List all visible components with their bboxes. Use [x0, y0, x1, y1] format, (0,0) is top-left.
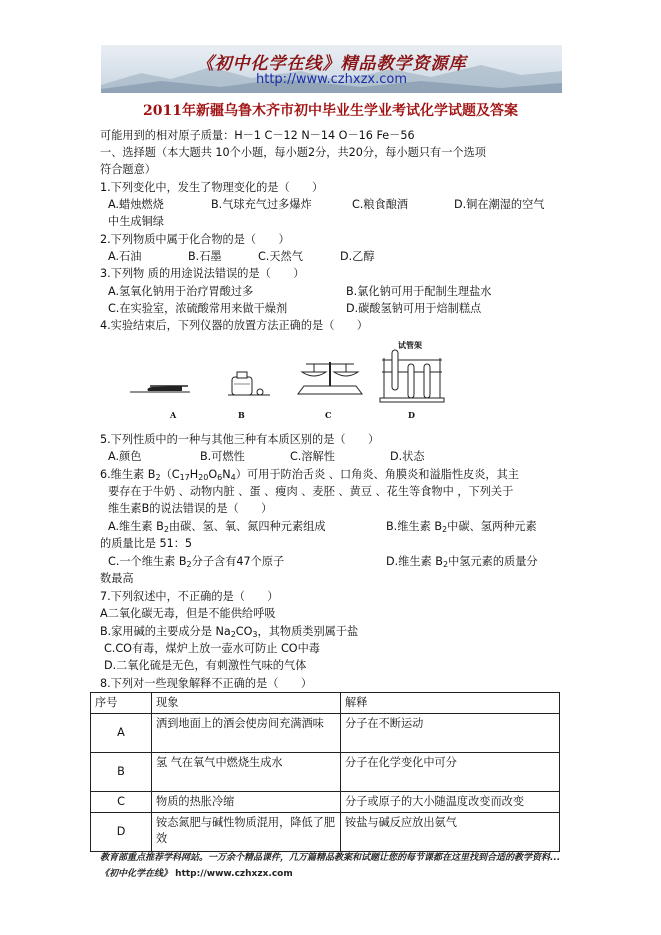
tube-rack-label: 试管架 [398, 340, 422, 350]
q3-stem: 3.下列物 质的用途说法错误的是（ ） [100, 267, 305, 280]
q6-stem-line3: 维生素B的说法错误的是（ ） [108, 502, 273, 515]
q1-option-a: A.蜡烛燃烧 [108, 198, 164, 211]
table-row [91, 714, 560, 753]
q6-option-b: B.维生素 $B_2$中碳、氢两种元素 [386, 520, 537, 534]
q7-option-a: A二氧化碳无毒，但是不能供给呼吸 [100, 607, 276, 620]
footer-note [100, 850, 570, 882]
q2-stem: 2.下列物质中属于化合物的是（ ） [100, 233, 290, 246]
q5-stem: 5.下列性质中的一种与其他三种有本质区别的是（ ） [100, 433, 380, 446]
q1-option-d: D.铜在潮湿的空气 [454, 198, 545, 211]
q8-table [90, 692, 560, 852]
header-id: 序号 [91, 693, 152, 714]
q5-option-b: B.可燃性 [200, 450, 245, 463]
q1-option-b: B.气球充气过多爆炸 [211, 198, 312, 211]
row-phenomenon: 洒到地面上的酒会使房间充满酒味 [152, 714, 341, 753]
q2-option-d: D.乙醇 [340, 250, 375, 263]
row-explanation: 分子在化学变化中可分 [341, 753, 560, 792]
q5-option-d: D.状态 [390, 450, 425, 463]
q1-stem: 1.下列变化中，发生了物理变化的是（ ） [100, 181, 324, 194]
table-row [91, 792, 560, 813]
q6-option-d-cont: 数最高 [100, 572, 134, 585]
q2-option-b: B.石墨 [188, 250, 222, 263]
figure-d-test-tube-rack [380, 350, 444, 402]
footer-text: 教育部重点推荐学科网站。一万余个精品课件，几万篇精品教案和试题让您的每节课都在这里找到合适的教学资料...《初中化学在线》 [100, 853, 561, 879]
q3-option-a: A.氢氧化钠用于治疗胃酸过多 [108, 285, 254, 298]
row-explanation: 分子在不断运动 [341, 714, 560, 753]
q2-option-c: C.天然气 [258, 250, 303, 263]
row-phenomenon: 铵态氮肥与碱性物质混用，降低了肥效 [152, 813, 341, 852]
q6-option-c: C.一个维生素 $B_2$分子含有47个原子 [108, 555, 285, 569]
row-id: D [91, 813, 152, 852]
banner-slogan: 《初中化学在线》精品教学资源库 [196, 54, 467, 74]
q6-option-a: A.维生素 $B_2$由碳、氢、氧、氮四种元素组成 [108, 520, 326, 534]
figure-a-test-tube [130, 386, 190, 392]
q2-option-a: A.石油 [108, 250, 142, 263]
q7-stem: 7.下列叙述中，不正确的是（ ） [100, 590, 279, 603]
section-heading: 一、选择题（本大题共 10个小题，每小题2分，共20分，每小题只有一个选项 [100, 146, 486, 159]
q6-option-b-cont: 的质量比是 51：5 [100, 537, 193, 550]
q8-stem: 8.下列对一些现象解释不正确的是（ ） [100, 677, 313, 690]
row-id: B [91, 753, 152, 792]
row-phenomenon: 物质的热胀冷缩 [152, 792, 341, 813]
figure-label-a: A [170, 410, 177, 420]
q4-apparatus-figures [130, 342, 470, 427]
figure-b-reagent-bottle [228, 372, 270, 395]
q6-option-d: D.维生素 $B_2$中氢元素的质量分 [386, 555, 538, 569]
section-heading-cont: 符合题意） [100, 163, 156, 176]
table-row [91, 813, 560, 852]
header-phenomenon: 现象 [152, 693, 341, 714]
q6-stem: 6.维生素 $B_2(C_{17}H_{20}O_6N_4)$可用于防治舌炎 、口角炎、角膜炎和溢脂性皮炎，其主 [100, 468, 519, 482]
atomic-mass-note: 可能用到的相对原子质量：H－1 C－12 N－14 O－16 Fe－56 [100, 129, 415, 142]
q6-stem-line2: 要存在于牛奶 、动物内脏 、蛋 、瘦肉 、麦胚 、黄豆 、花生等食物中 ，下列关于 [108, 485, 514, 498]
q7-option-b: B.家用碱的主要成分是 $Na_2CO_3$，其物质类别属于盐 [100, 625, 359, 639]
figure-label-b: B [238, 410, 245, 420]
q3-option-b: B.氯化钠可用于配制生理盐水 [346, 285, 492, 298]
q5-option-c: C.溶解性 [290, 450, 335, 463]
q4-stem: 4.实验结束后，下列仪器的放置方法正确的是（ ） [100, 319, 368, 332]
q5-option-a: A.颜色 [108, 450, 142, 463]
row-explanation: 铵盐与碱反应放出氨气 [341, 813, 560, 852]
q1-option-c: C.粮食酿酒 [352, 198, 409, 211]
row-id: A [91, 714, 152, 753]
figure-label-d: D [408, 410, 415, 420]
table-header-row [91, 693, 560, 714]
footer-url[interactable]: http://www.czhxzx.com [175, 869, 293, 879]
row-id: C [91, 792, 152, 813]
header-banner [101, 45, 562, 93]
q7-option-c: C.CO有毒，煤炉上放一壶水可防止 CO中毒 [104, 642, 320, 655]
banner-url[interactable]: http://www.czhxzx.com [256, 72, 407, 87]
figure-label-c: C [325, 410, 332, 420]
row-explanation: 分子或原子的大小随温度改变而改变 [341, 792, 560, 813]
q7-option-d: D.二氧化硫是无色，有刺激性气味的气体 [104, 659, 307, 672]
row-phenomenon: 氢 气在氧气中燃烧生成水 [152, 753, 341, 792]
q3-option-c: C.在实验室，浓硫酸常用来做干燥剂 [108, 302, 288, 315]
q1-option-d-cont: 中生成铜绿 [108, 215, 164, 228]
table-row [91, 753, 560, 792]
document-title: 2011年新疆乌鲁木齐市初中毕业生学业考试化学试题及答案 [143, 103, 518, 119]
q3-option-d: D.碳酸氢钠可用于焙制糕点 [346, 302, 482, 315]
header-explanation: 解释 [341, 693, 560, 714]
figure-c-balance [298, 362, 362, 394]
